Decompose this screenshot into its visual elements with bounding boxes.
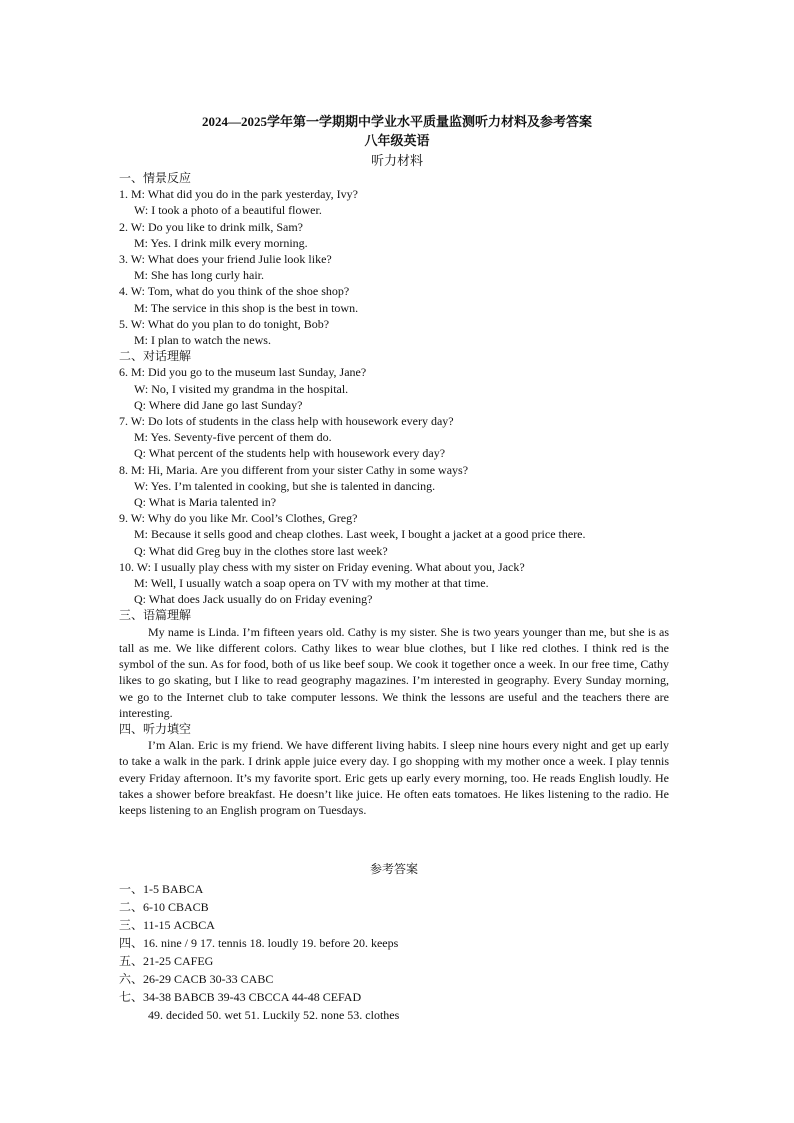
dialogue-line: M: The service in this shop is the best in town. (134, 300, 359, 315)
passage-paragraph: I’m Alan. Eric is my friend. We have different living habits. I sleep nine hours every night and get up early to take a walk in the park. I drink apple juice every day. I go shopping with my mother once a week. I play tennis every Friday afternoon. It’s my favorite sport. Eric gets up early every morning, too. He reads English loudly. He takes a shower before breakfast. He doesn’t like juice. He often eats tomatoes. He likes listening to the radio. He keeps listening to an English program on Tuesdays. (119, 738, 669, 817)
dialogue-line: M: Yes. I drink milk every morning. (134, 235, 308, 250)
dialogue-line: 9. W: Why do you like Mr. Cool’s Clothes, Greg? (119, 511, 358, 526)
dialogue-line: 4. W: Tom, what do you think of the shoe shop? (119, 284, 350, 299)
answer-line: 三、11-15 ACBCA (119, 918, 215, 932)
answer-line: 七、34-38 BABCB 39-43 CBCCA 44-48 CEFAD (119, 990, 362, 1004)
dialogue-line: M: I plan to watch the news. (134, 333, 271, 348)
dialogue-line: M: Yes. Seventy-five percent of them do. (134, 430, 332, 445)
dialogue-line: W: No, I visited my grandma in the hospital. (134, 381, 349, 396)
section-heading-1: 一、情景反应 (119, 171, 192, 185)
answer-line: 二、6-10 CBACB (119, 900, 209, 914)
section-heading-2: 二、对话理解 (119, 349, 192, 364)
dialogue-line: 7. W: Do lots of students in the class help with housework every day? (119, 414, 454, 429)
dialogue-line: 10. W: I usually play chess with my sister on Friday evening. What about you, Jack? (119, 559, 525, 574)
dialogue-line: M: Because it sells good and cheap clothes. Last week, I bought a jacket at a good price there. (134, 527, 586, 542)
passage-paragraph: My name is Linda. I’m fifteen years old. Cathy is my sister. She is two years younger than me, but she is as tall as me. We like different colors. Cathy likes to wear blue clothes, but I like red clothes. I think red is the symbol of the sun. As for food, both of us like beef soup. We cook it together once a week. In our free time, Cathy likes to go skating, but I like to read geography magazines. I’m interested in geography. Every Sunday morning, we go to the Internet club to take computer lessons. We think the lessons are useful and the teachers there are interesting. (119, 624, 669, 720)
question-line: Q: What did Greg buy in the clothes store last week? (134, 543, 388, 558)
dialogue-line: 1. M: What did you do in the park yesterday, Ivy? (119, 187, 358, 202)
answer-key-title: 参考答案 (369, 862, 418, 876)
answer-key (119, 860, 669, 1024)
dialogue-line: M: She has long curly hair. (134, 268, 264, 283)
answer-line: 六、26-29 CACB 30-33 CABC (119, 972, 274, 986)
document-subtitle: 八年级英语 (364, 133, 430, 148)
question-line: Q: What does Jack usually do on Friday evening? (134, 592, 373, 607)
dialogue-line: 3. W: What does your friend Julie look like? (119, 252, 332, 267)
dialogue-line: W: I took a photo of a beautiful flower. (134, 203, 322, 218)
section-heading-3: 三、语篇理解 (119, 608, 192, 623)
answer-line: 49. decided 50. wet 51. Luckily 52. none 53. clothes (148, 1008, 400, 1022)
section-heading-4: 四、听力填空 (119, 721, 192, 736)
dialogue-line: W: Yes. I’m talented in cooking, but she is talented in dancing. (134, 478, 436, 493)
answer-line: 一、1-5 BABCA (119, 882, 204, 896)
question-line: Q: What percent of the students help with housework every day? (134, 446, 446, 461)
dialogue-line: 6. M: Did you go to the museum last Sunday, Jane? (119, 365, 367, 380)
listening-material (119, 170, 669, 818)
question-line: Q: Where did Jane go last Sunday? (134, 397, 303, 412)
dialogue-line: 5. W: What do you plan to do tonight, Bob? (119, 316, 330, 331)
question-line: Q: What is Maria talented in? (134, 495, 277, 510)
document-title: 2024—2025学年第一学期期中学业水平质量监测听力材料及参考答案 (201, 114, 592, 129)
dialogue-line: 2. W: Do you like to drink milk, Sam? (119, 219, 303, 234)
answer-line: 四、16. nine / 9 17. tennis 18. loudly 19. before 20. keeps (119, 936, 399, 950)
answer-line: 五、21-25 CAFEG (119, 954, 214, 968)
dialogue-line: 8. M: Hi, Maria. Are you different from your sister Cathy in some ways? (119, 462, 469, 477)
section-label: 听力材料 (370, 153, 423, 168)
dialogue-line: M: Well, I usually watch a soap opera on TV with my mother at that time. (134, 576, 489, 591)
